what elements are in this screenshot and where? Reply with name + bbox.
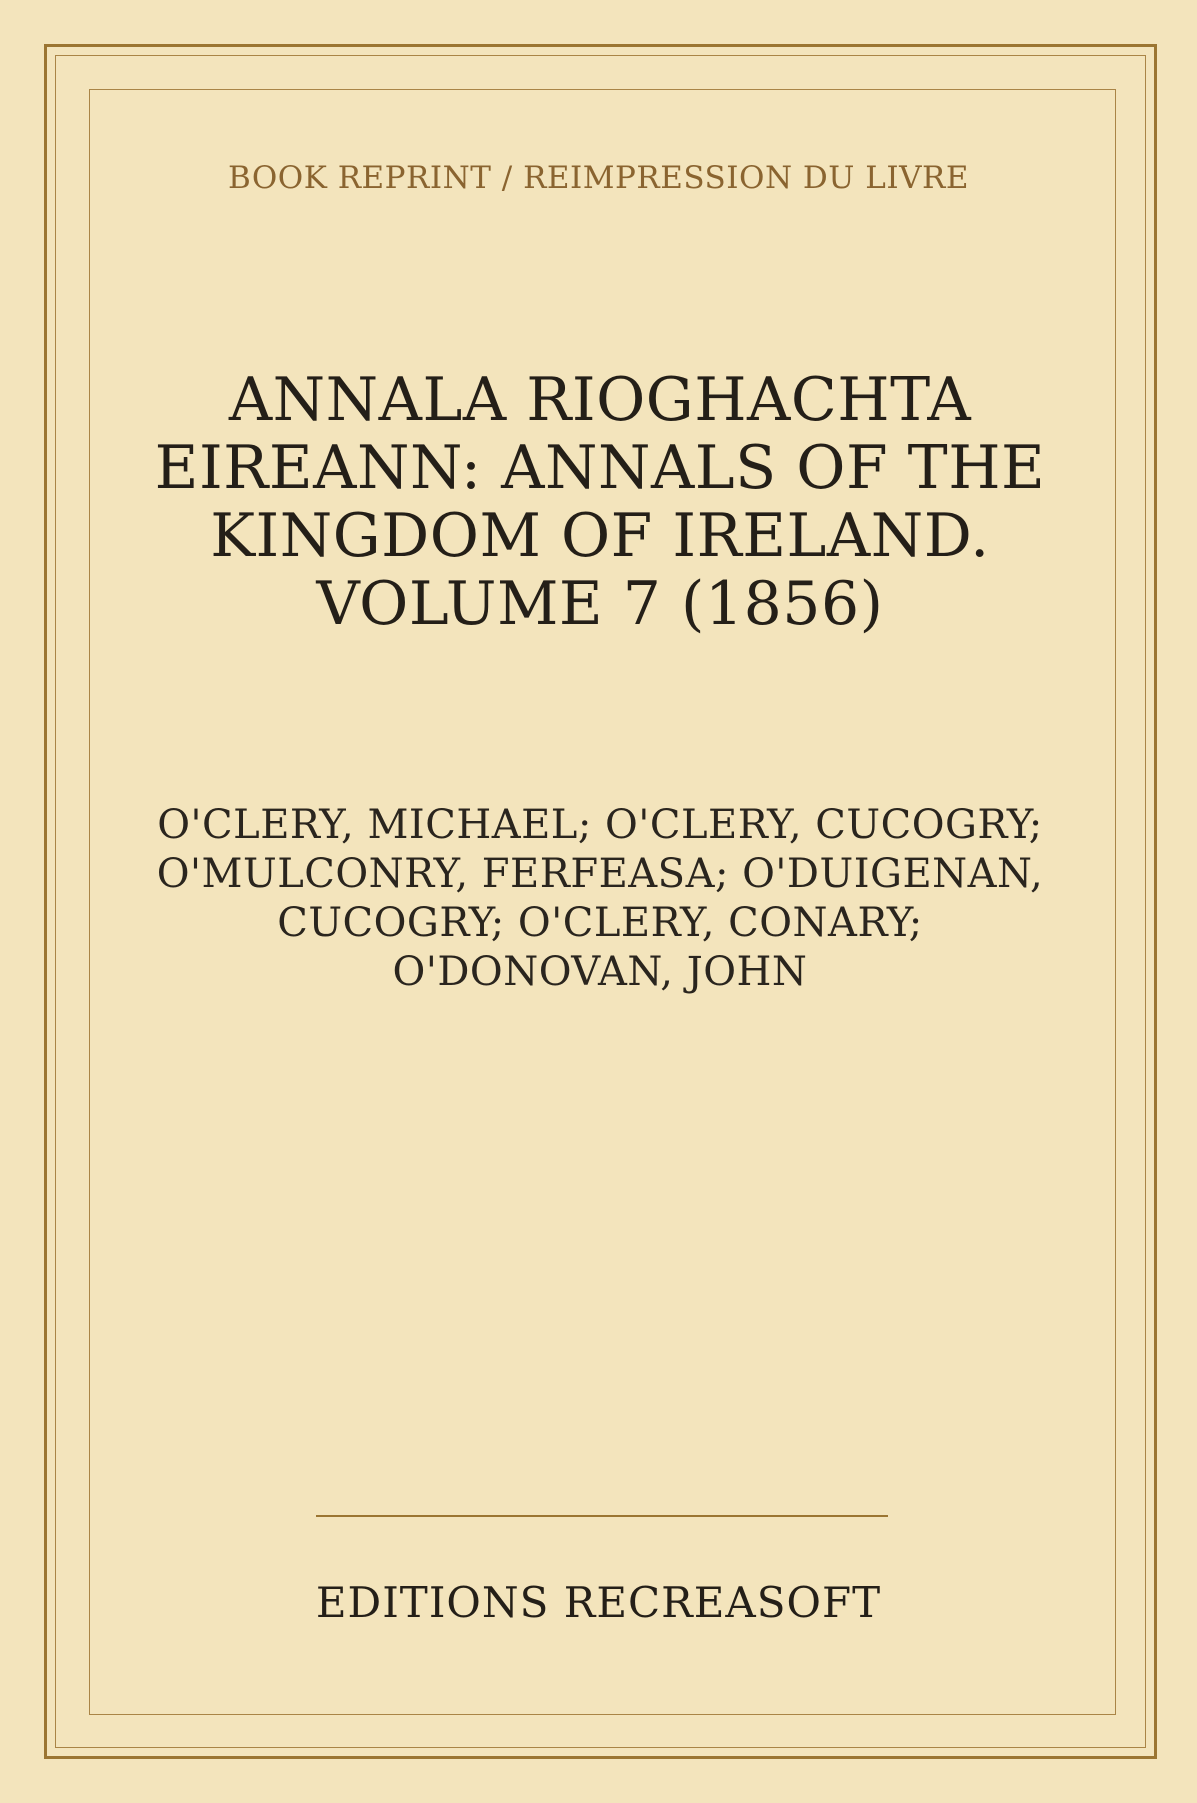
book-authors: O'CLERY, MICHAEL; O'CLERY, CUCOGRY; O'MULCONRY, FERFEASA; O'DUIGENAN, CUCOGRY; O'CLERY, CONARY; O'DONOVAN, JOHN [156, 802, 1044, 995]
publisher-name: EDITIONS RECREASOFT [315, 1578, 882, 1627]
book-title: ANNALA RIOGHACHTA EIREANN: ANNALS OF THE KINGDOM OF IRELAND. VOLUME 7 (1856) [154, 365, 1046, 639]
series-label: BOOK REPRINT / REIMPRESSION DU LIVRE [228, 160, 969, 196]
divider-rule [316, 1515, 888, 1517]
